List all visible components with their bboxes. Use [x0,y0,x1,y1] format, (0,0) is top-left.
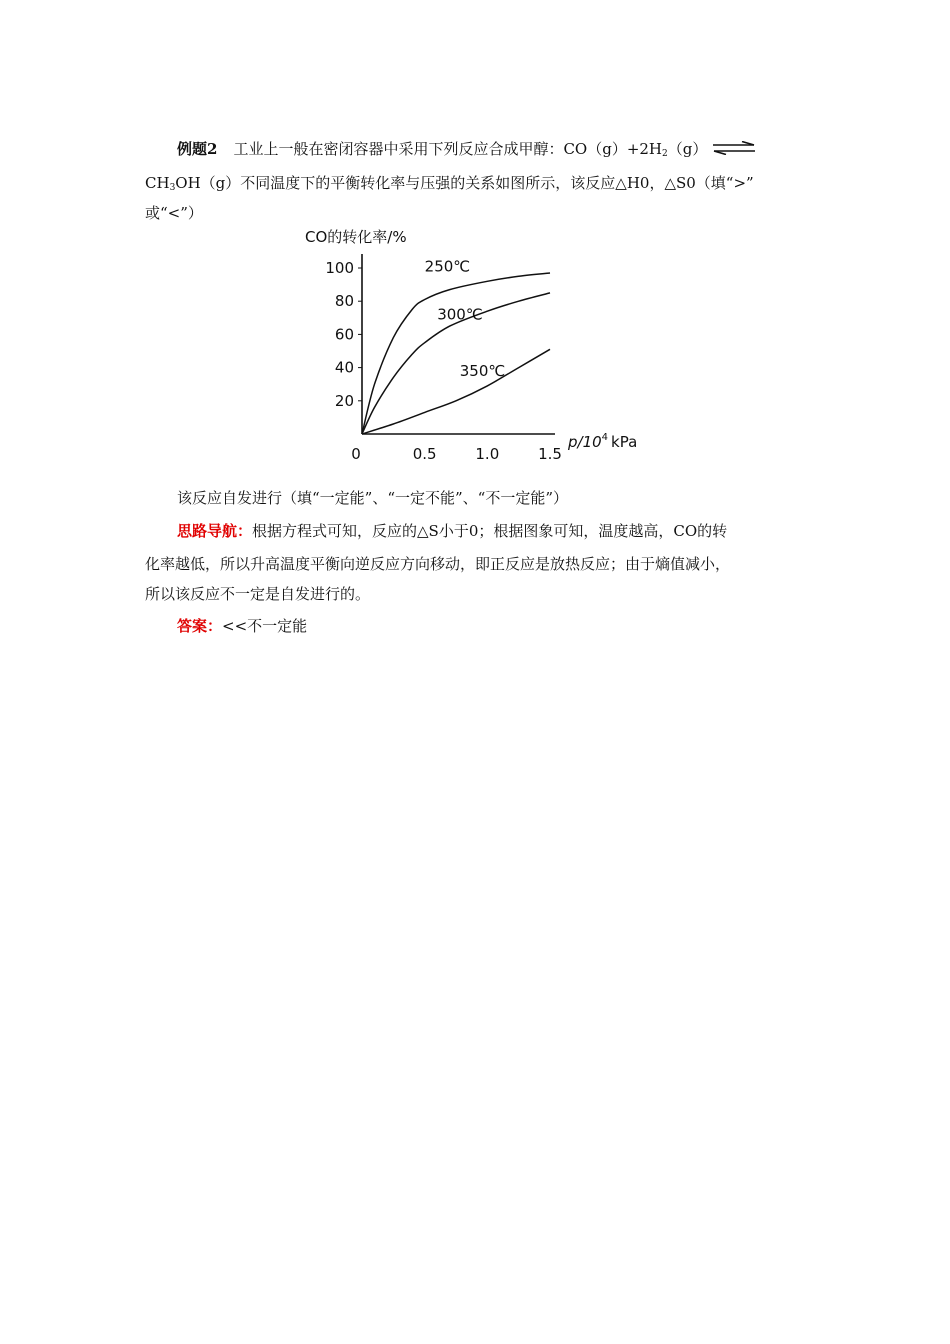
x-axis-label [567,432,637,451]
series-line-3 [362,349,550,434]
x-axis-label-exponent: 4 [601,432,609,443]
equilibrium-arrow-icon [712,140,756,160]
answer-text: <<不一定能 [222,617,308,635]
y-axis-label: CO的转化率/% [305,228,407,246]
series-label-1: 250℃ [424,257,471,276]
problem-line-3 [145,203,203,223]
problem-text-2: OH（g）不同温度下的平衡转化率与压强的关系如图所示，该反应△H0，△S0（填“>” [175,174,754,192]
analysis-line-1 [177,521,727,541]
problem-label: 例题2 [177,140,218,158]
analysis-text-3: 所以该反应不一定是自发进行的。 [145,585,371,603]
answer-line [177,616,307,636]
question-text: 该反应自发进行（填“一定能”、“一定不能”、“不一定能”） [177,489,569,507]
x-tick-label: 0.5 [412,445,437,463]
y-tick-label: 20 [334,391,354,410]
x-axis-label-unit: kPa [611,433,638,451]
analysis-label: 思路导航： [177,522,253,540]
problem-line-2 [145,173,754,193]
x-tick-label: 1.0 [475,445,500,463]
x-tick-label: 1.5 [538,445,562,463]
problem-text-1: 工业上一般在密闭容器中采用下列反应合成甲醇：CO（g）+2H [233,140,663,158]
origin-label: 0 [351,445,361,463]
h2-subscript: 2 [662,149,668,159]
ch3-subscript: 3 [169,183,176,193]
problem-text-2-head: CH [145,174,170,192]
y-tick-label: 100 [325,259,354,277]
series-line-1 [362,273,550,434]
problem-text-3: 或“<”） [145,204,203,222]
series-label-3: 350℃ [459,361,506,380]
y-tick-label: 80 [334,292,354,311]
problem-line-1 [145,139,756,160]
y-tick-label: 60 [334,325,354,344]
question-line [177,488,568,508]
series-label-2: 300℃ [437,305,483,324]
analysis-line-3 [145,584,370,604]
problem-text-1-tail: （g） [667,140,708,158]
conversion-chart [300,222,660,472]
answer-label: 答案： [177,617,223,635]
analysis-text-2: 化率越低，所以升高温度平衡向逆反应方向移动，即正反应是放热反应；由于熵值减小， [145,555,731,573]
y-tick-label: 40 [334,358,354,377]
x-axis-label-prefix: p/10 [568,433,602,451]
analysis-text-1: 根据方程式可知，反应的△S小于0；根据图象可知，温度越高，CO的转 [252,522,728,540]
analysis-line-2 [145,554,730,574]
